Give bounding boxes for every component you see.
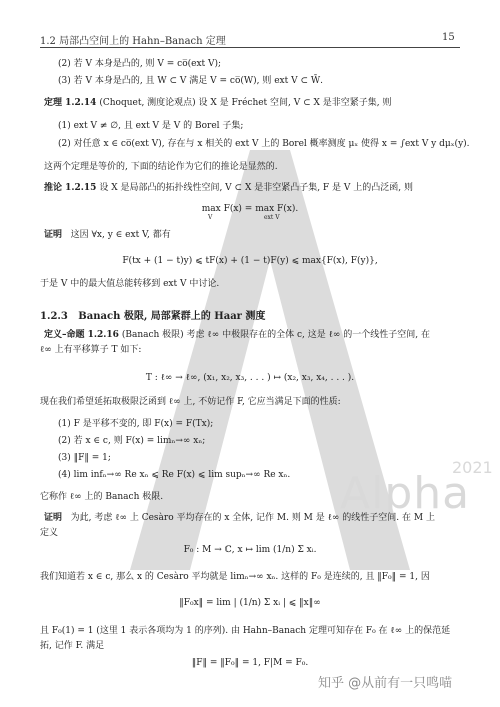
list-item: (2) 若 V 本身是凸的, 则 V = co̅(ext V);: [58, 59, 222, 69]
definition-line: (Banach 极限) 考虑 ℓ∞ 中极限存在的全体 c, 这是 ℓ∞ 的一个线性子空间, 在: [121, 330, 430, 340]
definition-line: ℓ∞ 上有平移算子 T 如下:: [40, 345, 142, 355]
section-number: 1.2.3: [40, 311, 68, 322]
paragraph: 拓, 记作 F. 满足: [40, 641, 105, 651]
page-number: 15: [442, 32, 455, 43]
proof-text: 这因 ∀x, y ∈ ext V, 都有: [70, 230, 171, 240]
corollary-1-2-15: [44, 182, 413, 194]
list-item: (2) 对任意 x ∈ co̅(ext V), 存在与 x 相关的 ext V 上的 Borel 概率测度 μₓ 使得 x = ∫ext V y dμₓ(y).: [58, 139, 470, 149]
display-formula: ‖F‖ = ‖F₀‖ = 1, F|M = F₀.: [191, 658, 309, 668]
proof: [44, 229, 171, 241]
corollary-label: 推论 1.2.15: [44, 183, 97, 193]
watermark-text: Alpha: [340, 468, 471, 519]
list-item: (4) lim infₙ→∞ Re xₙ ⩽ Re F(x) ⩽ lim supₙ→∞ Re xₙ.: [58, 470, 291, 480]
paragraph: 定义: [40, 528, 59, 538]
definition-label: 定义–命题 1.2.16: [44, 330, 119, 340]
proof: [44, 512, 435, 524]
paragraph: 它称作 ℓ∞ 上的 Banach 极限.: [40, 492, 164, 502]
list-item: (3) ‖F‖ = 1;: [58, 453, 111, 463]
theorem-label: 定理 1.2.14: [44, 98, 97, 108]
list-item: (2) 若 x ∈ c, 则 F(x) = limₙ→∞ xₙ;: [58, 436, 206, 446]
paragraph: 于是 V 中的最大值总能转移到 ext V 中讨论.: [40, 279, 220, 289]
header-rule: [40, 47, 460, 48]
display-formula: F₀ : M → ℂ, x ↦ lim (1/n) Σ xᵢ.: [183, 545, 317, 555]
list-item: (1) ext V ≠ ∅, 且 ext V 是 V 的 Borel 子集;: [58, 121, 244, 131]
list-item: (1) F 是平移不变的, 即 F(x) = F(Tx);: [58, 419, 214, 429]
watermark-year: 2021: [452, 458, 493, 477]
section-heading: [40, 307, 265, 322]
paragraph: 且 F₀(1) = 1 (这里 1 表示各项均为 1 的序列). 由 Hahn–Banach 定理可知存在 F₀ 在 ℓ∞ 上的保范延: [40, 626, 451, 636]
display-formula: max F(x) = max F(x).: [201, 204, 299, 214]
display-formula: F(tx + (1 − t)y) ⩽ tF(x) + (1 − t)F(y) ⩽ max{F(x), F(y)},: [122, 256, 378, 266]
theorem-1-2-14: [44, 97, 392, 109]
zhihu-watermark: 知乎 @从前有一只鸣喵: [318, 676, 453, 691]
paragraph: 现在我们希望延拓取极限泛函到 ℓ∞ 上, 不妨记作 F, 它应当满足下面的性质:: [40, 397, 341, 407]
paragraph: 这两个定理是等价的, 下面的结论作为它们的推论是显然的.: [44, 162, 278, 172]
list-item: (3) 若 V 本身是凸的, 且 W ⊂ V 满足 V = co̅(W), 则 ext V ⊂ W̄.: [58, 76, 323, 86]
paragraph: 我们知道若 x ∈ c, 那么 x 的 Cesàro 平均就是 limₙ→∞ xₙ. 这样的 F₀ 是连续的, 且 ‖F₀‖ = 1, 因: [40, 572, 430, 582]
formula-subscript: V: [208, 214, 213, 221]
display-formula: T : ℓ∞ → ℓ∞, (x₁, x₂, x₃, . . . ) ↦ (x₂, x₃, x₄, . . . ).: [145, 373, 355, 383]
proof-label: 证明: [44, 513, 63, 523]
running-header: 1.2 局部凸空间上的 Hahn–Banach 定理: [40, 36, 226, 47]
corollary-body: 设 X 是局部凸的拓扑线性空间, V ⊂ X 是非空紧凸子集, F 是 V 上的凸泛函, 则: [99, 183, 413, 193]
display-formula: ‖F₀x‖ = lim | (1/n) Σ xᵢ | ⩽ ‖x‖∞: [179, 598, 321, 608]
section-title: Banach 极限, 局部紧群上的 Haar 测度: [78, 311, 266, 322]
proof-text: 为此, 考虑 ℓ∞ 上 Cesàro 平均存在的 x 全体, 记作 M. 则 M 是 ℓ∞ 的线性子空间. 在 M 上: [70, 513, 435, 523]
theorem-body: (Choquet, 测度论观点) 设 X 是 Fréchet 空间, V ⊂ X 是非空紧子集, 则: [99, 98, 392, 108]
definition-1-2-16: [44, 329, 430, 341]
proof-label: 证明: [44, 230, 63, 240]
formula-subscript: ext V: [264, 214, 280, 221]
